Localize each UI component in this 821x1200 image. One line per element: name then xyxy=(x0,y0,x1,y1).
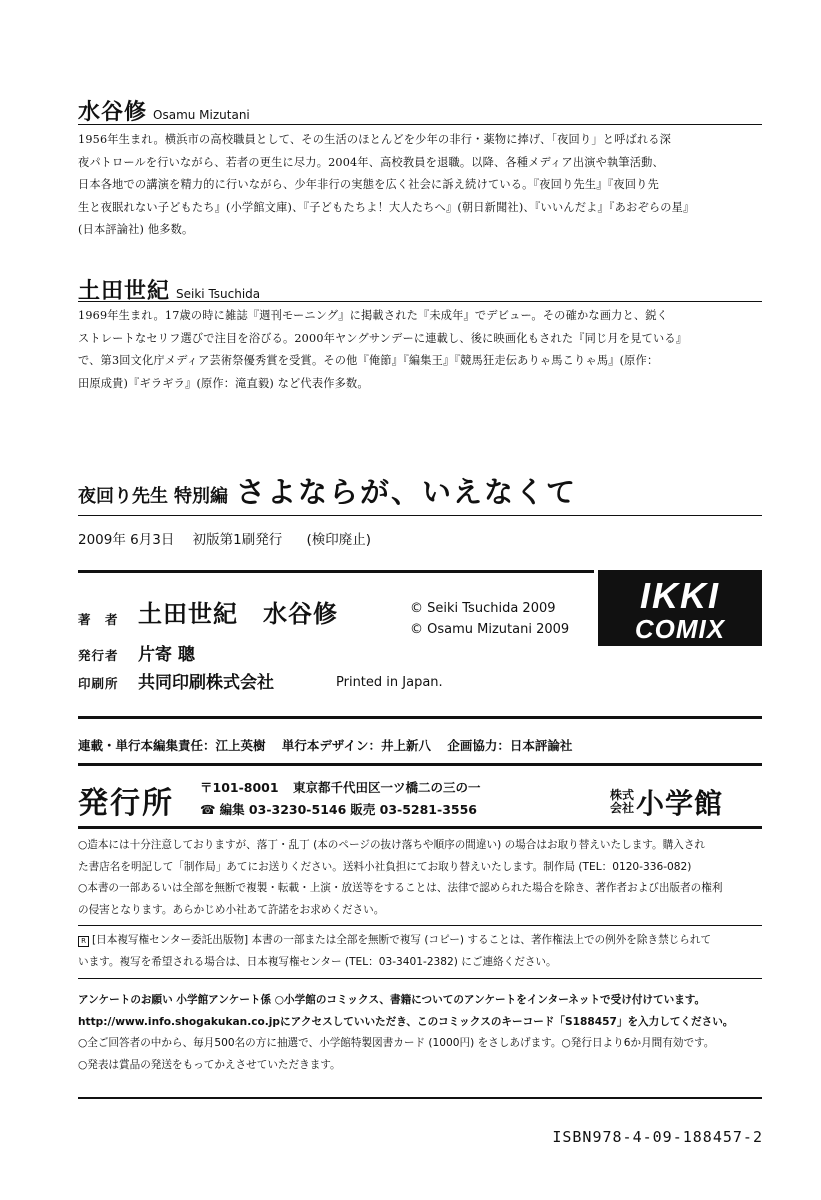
credit-publisher: 片寄 聰 xyxy=(138,645,195,665)
bio-line: 田原成貴)『ギラギラ』(原作：滝直毅) など代表作多数。 xyxy=(78,376,369,390)
copyright-block xyxy=(410,598,569,640)
logo-line-2: COMIX xyxy=(634,614,726,644)
copyright-1: © Seiki Tsuchida 2009 xyxy=(410,601,556,616)
credit-printer: 共同印刷株式会社 xyxy=(138,673,274,693)
notes-section-1 xyxy=(78,835,768,921)
survey-line: アンケートのお願い 小学館アンケート係 ○小学館のコミックス、書籍についてのアンケートをインターネットで受け付けています。 xyxy=(78,994,706,1006)
publisher-label: 発行者 xyxy=(78,648,119,663)
credits-bottom-rule xyxy=(78,716,762,719)
company-type-2: 会社 xyxy=(610,801,635,815)
ikki-comix-logo xyxy=(598,570,762,646)
edition-note: (検印廃止) xyxy=(306,532,372,548)
editorial-phone: 編集 03-3230-5146 xyxy=(219,802,347,817)
company-name xyxy=(610,782,723,822)
company-main-name: 小学館 xyxy=(636,787,724,820)
note-line: た書店名を明記して「制作局」あてにお送りください。送料小社負担にてお取り替えいたします。制作局 (TEL：0120-336-082) xyxy=(78,860,692,873)
bio-line: 生と夜眠れない子どもたち』(小学館文庫)、『子どもたちよ！大人たちへ』(朝日新聞社)、『いいんだよ』『あおぞらの星』 xyxy=(78,200,695,214)
bio-line: で、第3回文化庁メディア芸術祭優秀賞を受賞。その他『俺節』『編集王』『競馬狂走伝ありゃ馬こりゃ馬』(原作： xyxy=(78,354,659,367)
author-2-bio xyxy=(78,305,768,395)
notes-section-3 xyxy=(78,990,768,1076)
title-series: 夜回り先生 xyxy=(78,486,168,507)
note-line: ○本書の一部あるいは全部を無断で複製・転載・上演・放送等をすることは、法律で認められた場合を除き、著作者および出版者の権利 xyxy=(78,882,723,894)
survey-line: ○発表は賞品の発送をもってかえさせていただきます。 xyxy=(78,1058,341,1071)
author-1-heading xyxy=(78,95,250,126)
logo-line-1: IKKI xyxy=(640,575,720,616)
staff-editor: 連載・単行本編集責任：江上英樹 xyxy=(78,738,266,753)
edition-date: 2009年 6月3日 xyxy=(78,532,175,548)
credit-authors: 土田世紀 水谷修 xyxy=(138,599,338,628)
publisher-rule xyxy=(78,826,762,829)
bio-line: 日本各地での講演を精力的に行いながら、少年非行の実態を広く社会に訴え続けている。『夜回り先生』『夜回り先 xyxy=(78,178,659,191)
publisher-address xyxy=(200,778,490,796)
company-type-1: 株式 xyxy=(610,788,635,802)
printed-in: Printed in Japan. xyxy=(336,675,443,690)
author-1-bio xyxy=(78,129,768,242)
note-line: の侵害となります。あらかじめ小社あて許諾をお求めください。 xyxy=(78,903,385,916)
title-rule xyxy=(78,515,762,516)
author-1-name: 水谷修 xyxy=(78,99,148,125)
author-2-roman: Seiki Tsuchida xyxy=(176,287,261,301)
author-2-name: 土田世紀 xyxy=(78,278,171,304)
edition-print: 初版第1刷発行 xyxy=(192,532,283,548)
survey-line: ○全ご回答者の中から、毎月500名の方に抽選で、小学館特製図書カード (1000円) をさしあげます。○発行日より6か月間有効です。 xyxy=(78,1037,715,1049)
author-1-rule xyxy=(78,124,762,125)
copyright-2: © Osamu Mizutani 2009 xyxy=(410,622,570,637)
author-label: 著 者 xyxy=(78,612,119,627)
note-line: ○造本には十分注意しておりますが、落丁・乱丁 (本のページの抜け落ちや順序の間違い) の場合はお取り替えいたします。購入され xyxy=(78,839,706,851)
staff-credits xyxy=(78,736,584,754)
bio-line: 夜パトロールを行いながら、若者の更生に尽力。2004年、高校教員を退職。以降、各種メディア出演や執筆活動、 xyxy=(78,155,664,169)
copyright-center-badge-icon: R xyxy=(78,936,89,947)
publishing-office-label: 発行所 xyxy=(78,786,174,821)
book-title xyxy=(78,470,577,511)
staff-cooperation: 企画協力：日本評論社 xyxy=(447,738,573,753)
address: 東京都千代田区一ツ橋二の三の一 xyxy=(292,780,481,795)
notes-rule-1 xyxy=(78,925,762,926)
staff-rule xyxy=(78,763,762,766)
phone-icon: ☎ xyxy=(200,802,216,817)
bio-line: (日本評論社) 他多数。 xyxy=(78,223,194,236)
printer-label: 印刷所 xyxy=(78,676,119,691)
notes-bottom-rule xyxy=(78,1097,762,1099)
notes-section-2 xyxy=(78,930,768,973)
company-type xyxy=(610,789,636,815)
bio-line: 1969年生まれ。17歳の時に雑誌『週刊モーニング』に掲載された『未成年』でデビュー。その確かな画力と、鋭く xyxy=(78,309,669,322)
credits-top-rule xyxy=(78,570,594,573)
title-special: 特別編 xyxy=(174,486,228,507)
staff-design: 単行本デザイン：井上新八 xyxy=(281,738,432,753)
bio-line: 1956年生まれ。横浜市の高校職員として、その生活のほとんどを少年の非行・薬物に捧げ、「夜回り」と呼ばれる深 xyxy=(78,133,672,146)
notes-rule-2 xyxy=(78,978,762,979)
author-1-roman: Osamu Mizutani xyxy=(153,108,250,122)
isbn: ISBN978-4-09-188457-2 xyxy=(552,1128,763,1146)
postal-code: 〒101-8001 xyxy=(200,780,279,795)
note-line: います。複写を希望される場合は、日本複写権センター (TEL：03-3401-2382) にご連絡ください。 xyxy=(78,955,557,968)
author-2-rule xyxy=(78,301,762,302)
bio-line: ストレートなセリフ選びで注目を浴びる。2000年ヤングサンデーに連載し、後に映画化もされた『同じ月を見ている』 xyxy=(78,331,688,345)
edition-line xyxy=(78,528,385,548)
publisher-phones xyxy=(200,800,487,818)
note-line xyxy=(78,930,768,952)
title-main: さよならが、いえなくて xyxy=(236,475,578,509)
sales-phone: 販売 03-5281-3556 xyxy=(350,802,477,817)
survey-line: http://www.info.shogakukan.co.jpにアクセスしていいただき、このコミックスのキーコード「S188457」を入力してください。 xyxy=(78,1015,734,1028)
note-text: [日本複写権センター委託出版物] 本書の一部または全部を無断で複写 (コピー) することは、著作権法上での例外を除き禁じられて xyxy=(92,934,712,946)
